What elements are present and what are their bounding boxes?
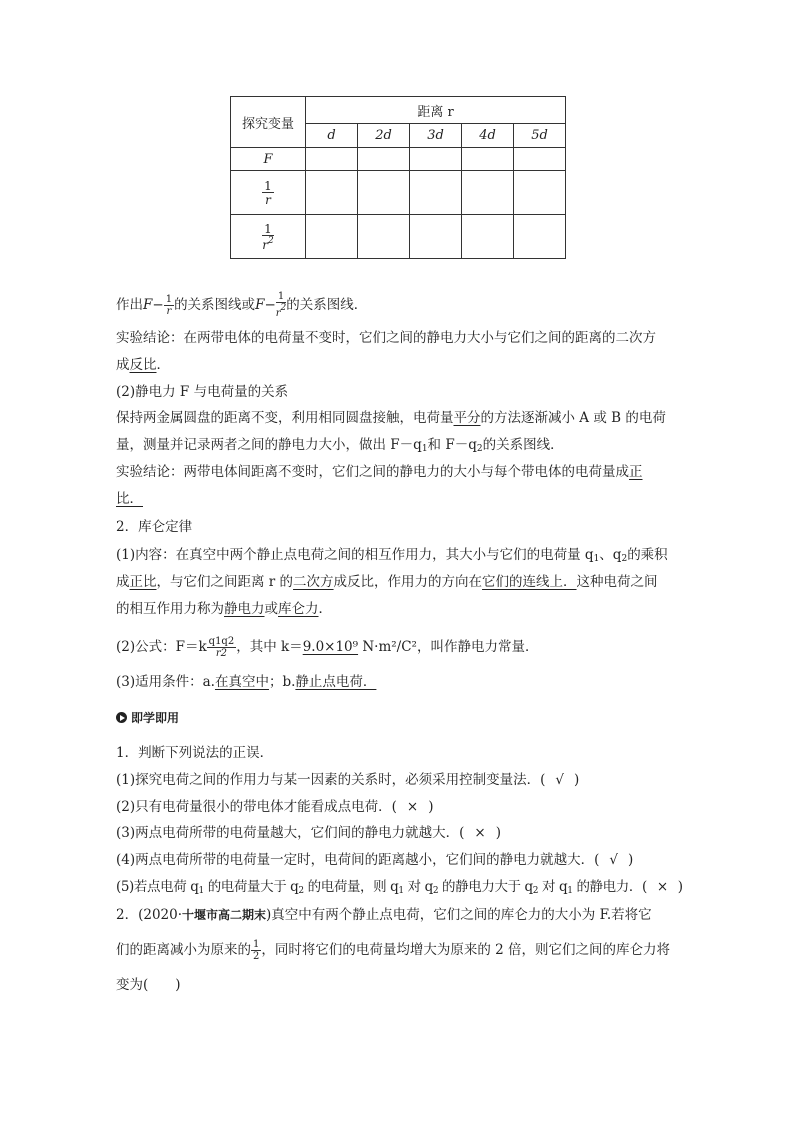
question-2-line-2 xyxy=(116,935,684,965)
text: 的关系图线或 xyxy=(174,297,256,313)
text: (3)适用条件：a. xyxy=(116,674,215,690)
text: (1)内容：在真空中两个静止点电荷之间的相互作用力，其大小与它们的电荷量 q xyxy=(116,547,594,563)
statement-4 xyxy=(116,850,684,870)
col-4d: 4d xyxy=(462,124,514,148)
table-cell xyxy=(462,171,514,215)
statement-1 xyxy=(116,770,684,790)
play-circle-icon xyxy=(116,712,127,723)
text: 作出 xyxy=(116,297,143,313)
text-line-4: (2)静电力 F 与电荷量的关系 xyxy=(116,384,289,400)
col-3d: 3d xyxy=(410,124,462,148)
text: 成 xyxy=(116,357,130,373)
source-label: 十堰市高二期末 xyxy=(182,908,267,922)
text-line-14 xyxy=(116,672,684,692)
text: 或 xyxy=(264,601,278,617)
text: 的乘积 xyxy=(627,547,668,563)
underlined-answer: 正比 xyxy=(129,574,157,590)
exponent: 2 xyxy=(280,303,287,313)
col-d: d xyxy=(306,124,358,148)
underlined-answer: 正 xyxy=(629,464,643,480)
table-cell xyxy=(358,148,410,171)
text: ；b. xyxy=(268,674,296,690)
row-inv-r-label xyxy=(231,171,306,215)
table-cell xyxy=(358,215,410,259)
fraction-denominator: r xyxy=(265,192,271,207)
table-cell xyxy=(306,148,358,171)
header-distance: 距离 r xyxy=(306,97,566,124)
header-variable: 探究变量 xyxy=(231,97,306,148)
text: − xyxy=(264,297,276,313)
text: )真空中有两个静止点电荷，它们之间的库仑力的大小为 F.若将它 xyxy=(266,907,652,923)
statement-5 xyxy=(116,877,684,901)
statement-3 xyxy=(116,823,684,843)
text: (3)两点电荷所带的电荷量越大，它们间的静电力就越大．( xyxy=(116,825,465,841)
table-cell xyxy=(410,215,462,259)
text: 这种电荷之间 xyxy=(576,574,658,590)
text-line-6 xyxy=(116,435,684,459)
text: 的方法逐渐减小 A 或 B 的电荷 xyxy=(480,410,666,426)
table-cell xyxy=(410,171,462,215)
question-1-title: 1．判断下列说法的正误． xyxy=(116,745,274,761)
text: ，与它们之间距离 r 的 xyxy=(156,574,294,590)
text: (2)只有电荷量很小的带电体才能看成点电荷．( xyxy=(116,799,397,815)
text-line-3 xyxy=(116,355,684,375)
table-cell xyxy=(514,215,566,259)
cross-mark: × xyxy=(406,799,419,815)
text: 和 F－q xyxy=(427,437,477,453)
table-cell xyxy=(306,171,358,215)
subscript: 2 xyxy=(621,554,628,564)
table-cell xyxy=(358,171,410,215)
statement-2 xyxy=(116,797,684,817)
text: ． xyxy=(318,601,332,617)
underlined-answer: 静电力 xyxy=(224,601,265,617)
table-cell xyxy=(514,148,566,171)
text: 2．(2020· xyxy=(116,907,183,923)
question-2-line-3: 变为( ) xyxy=(116,977,181,993)
subscript: 2 xyxy=(432,886,439,896)
text: 的静电力大于 q xyxy=(438,879,533,895)
text-line-13 xyxy=(116,632,684,662)
text: ) xyxy=(428,799,434,815)
underlined-answer: 9.0×10⁹ xyxy=(302,639,359,655)
underlined-answer: 二次方 xyxy=(293,574,334,590)
fraction-numerator: 1 xyxy=(264,178,272,193)
subscript: 1 xyxy=(198,886,204,896)
text: (2)公式：F＝k xyxy=(116,639,207,655)
text: N·m²/C²，叫作静电力常量． xyxy=(358,639,539,655)
table-cell xyxy=(462,148,514,171)
row-F-label: F xyxy=(231,148,306,171)
check-mark: √ xyxy=(555,772,564,788)
fraction-denominator: 2 xyxy=(253,950,260,962)
text: 的静电力．( xyxy=(572,879,647,895)
fraction-denominator xyxy=(276,303,287,319)
text: (5)若点电荷 q xyxy=(116,879,199,895)
text: 的关系图线． xyxy=(482,437,564,453)
text: 、q xyxy=(599,547,622,563)
fraction-denominator xyxy=(262,236,274,251)
text: − xyxy=(152,297,164,313)
text: ) xyxy=(677,879,683,895)
subscript: 1 xyxy=(421,444,428,454)
experiment-table xyxy=(230,96,566,259)
subscript: 1 xyxy=(593,554,600,564)
text-line-2: 实验结论：在两带电体的电荷量不变时，它们之间的静电力大小与它们之间的距离的二次方 xyxy=(116,330,656,346)
underlined-answer: 比． xyxy=(116,491,143,507)
text: F xyxy=(143,297,153,313)
text: 的相互作用力称为 xyxy=(116,601,224,617)
check-mark: √ xyxy=(609,852,618,868)
text: 对 q xyxy=(538,879,568,895)
fraction-numerator: 1 xyxy=(253,938,260,950)
section-title: 即学即用 xyxy=(131,711,180,725)
text: 成反比，作用力的方向在 xyxy=(333,574,483,590)
fraction-denominator: r2 xyxy=(215,647,228,659)
row-inv-r2-label xyxy=(231,215,306,259)
text-line-10 xyxy=(116,545,684,569)
subscript: 1 xyxy=(567,886,573,896)
fraction-numerator: 1 xyxy=(276,292,287,303)
text: ，同时将它们的电荷量均增大为原来的 2 倍，则它们之间的库仑力将 xyxy=(261,942,671,958)
formula-fraction xyxy=(207,637,237,659)
table-cell xyxy=(514,171,566,215)
text-line-9: 2．库仑定律 xyxy=(116,519,193,535)
fraction-one-half xyxy=(251,940,261,962)
text: ) xyxy=(574,772,580,788)
fraction-numerator: 1 xyxy=(165,293,173,305)
text-line-11 xyxy=(116,572,684,592)
table-cell xyxy=(410,148,462,171)
denominator-r: r xyxy=(262,237,268,252)
section-heading xyxy=(116,708,684,728)
text: ，其中 k＝ xyxy=(236,639,303,655)
subscript: 1 xyxy=(398,886,404,896)
text: ． xyxy=(156,357,170,373)
text-line-7 xyxy=(116,462,684,482)
text: ) xyxy=(495,825,501,841)
cross-mark: × xyxy=(656,879,668,895)
underlined-answer: 平分 xyxy=(453,410,481,426)
text: 成 xyxy=(116,574,130,590)
fraction-1-over-r xyxy=(164,295,174,317)
subscript: 2 xyxy=(298,886,304,896)
text: 量，测量并记录两者之间的静电力大小，做出 F－q xyxy=(116,437,422,453)
subscript: 2 xyxy=(476,444,483,454)
underlined-answer: 它们的连线上． xyxy=(482,574,577,590)
fraction-1-over-r2 xyxy=(276,292,287,319)
underlined-answer: 库仑力 xyxy=(278,601,319,617)
text: 的电荷量，则 q xyxy=(303,879,399,895)
text: ) xyxy=(628,852,634,868)
text-line-5 xyxy=(116,408,684,428)
text: 保持两金属圆盘的距离不变，利用相同圆盘接触，电荷量 xyxy=(116,410,454,426)
text-line-1 xyxy=(116,290,684,320)
table-cell xyxy=(306,215,358,259)
table-cell xyxy=(462,215,514,259)
text: 实验结论：两带电体间距离不变时，它们之间的静电力的大小与每个带电体的电荷量成 xyxy=(116,464,629,480)
col-2d: 2d xyxy=(358,124,410,148)
subscript: 2 xyxy=(532,886,539,896)
question-2-line-1 xyxy=(116,905,684,925)
fraction-denominator: r xyxy=(166,305,172,317)
col-5d: 5d xyxy=(514,124,566,148)
underlined-answer: 静止点电荷． xyxy=(295,674,377,690)
denominator-r: r xyxy=(275,308,281,319)
fraction-numerator: q1q2 xyxy=(208,635,235,647)
underlined-answer: 反比 xyxy=(129,357,157,373)
fraction-numerator: 1 xyxy=(264,221,272,236)
text-line-12 xyxy=(116,599,684,619)
text: 们的距离减小为原来的 xyxy=(116,942,251,958)
text-line-8 xyxy=(116,489,684,509)
text: (1)探究电荷之间的作用力与某一因素的关系时，必须采用控制变量法．( xyxy=(116,772,546,788)
underlined-answer: 在真空中 xyxy=(214,674,269,690)
exponent: 2 xyxy=(268,235,274,246)
text: F xyxy=(255,297,265,313)
text: 对 q xyxy=(403,879,433,895)
cross-mark: × xyxy=(474,825,486,841)
text: (4)两点电荷所带的电荷量一定时，电荷间的距离越小，它们间的静电力就越大．( xyxy=(116,852,600,868)
text: 的关系图线． xyxy=(286,297,368,313)
text: 的电荷量大于 q xyxy=(203,879,299,895)
